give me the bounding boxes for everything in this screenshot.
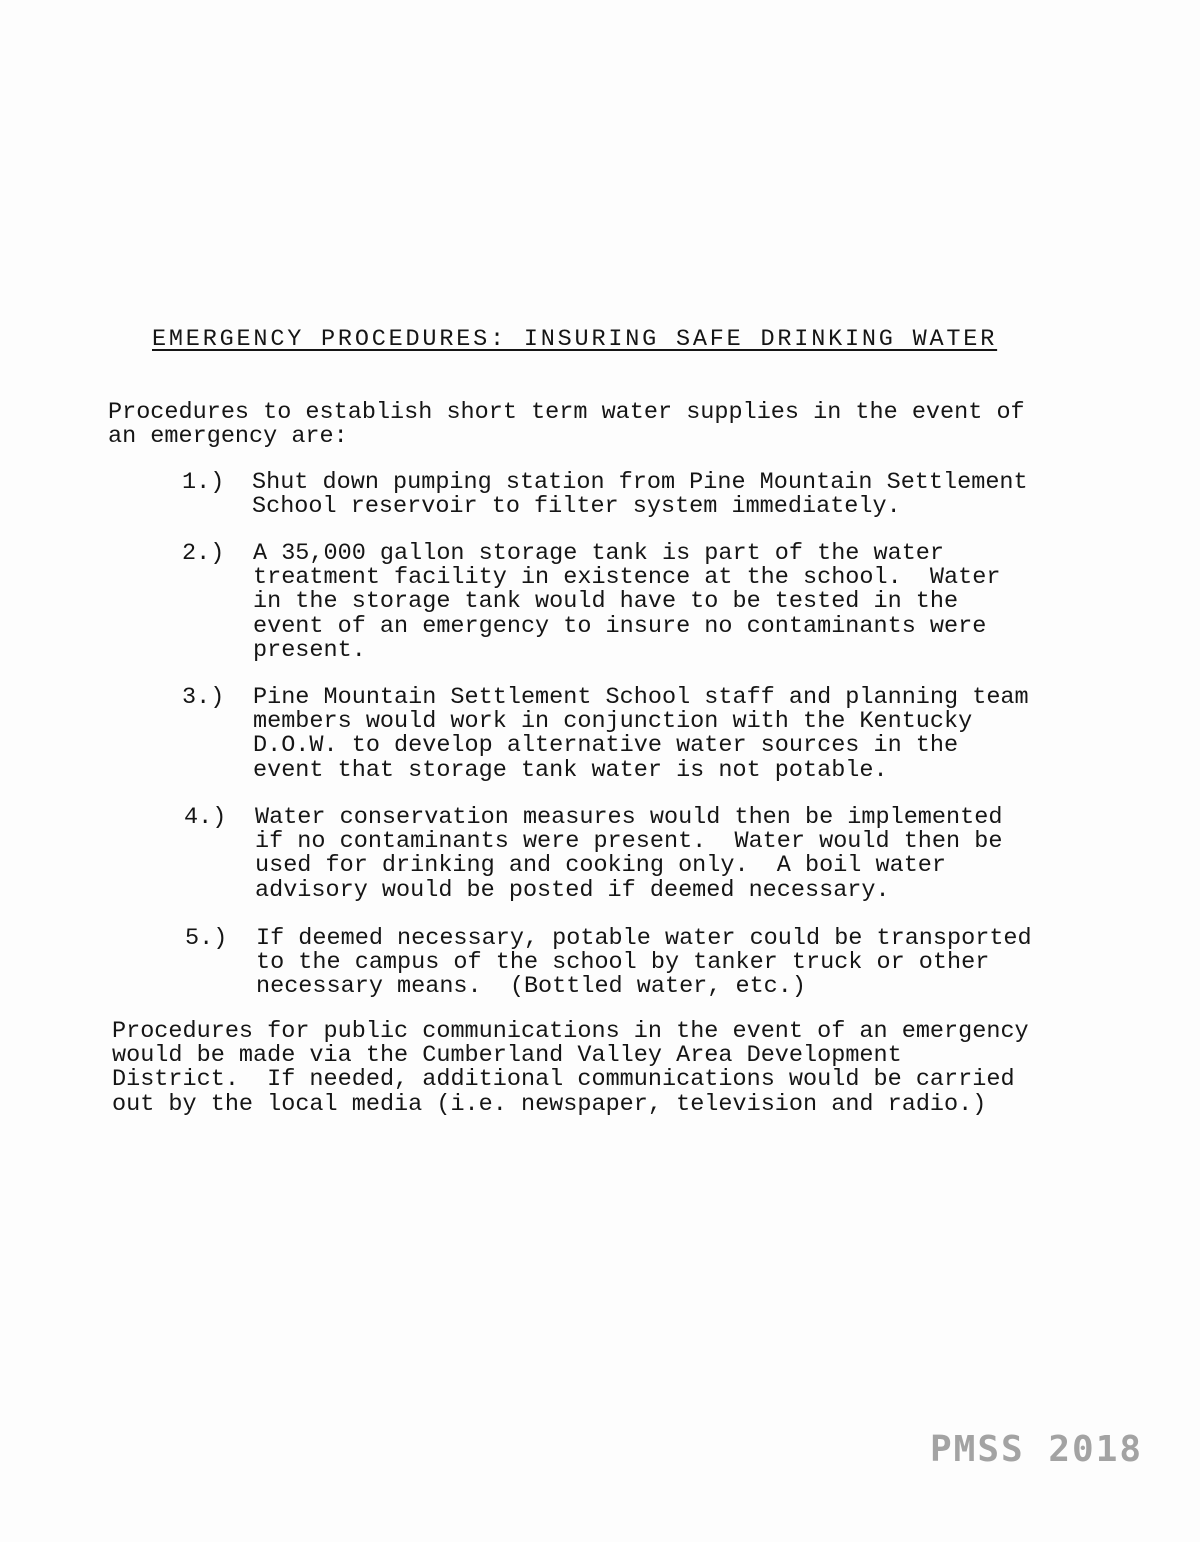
item-number: 2.) (182, 540, 225, 567)
item-number: 3.) (182, 684, 225, 711)
item-number: 5.) (185, 925, 228, 952)
text-line: to the campus of the school by tanker truck or other (256, 949, 990, 977)
text-line: if no contaminants were present. Water would then be (255, 828, 1003, 856)
text-line: used for drinking and cooking only. A boil water (255, 852, 947, 880)
text-line: Shut down pumping station from Pine Mountain Settlement (252, 469, 1028, 496)
item-number: 1.) (182, 469, 225, 496)
text-line: necessary means. (Bottled water, etc.) (256, 973, 806, 1001)
text-line: Water conservation measures would then be implemented (255, 804, 1003, 831)
document-title: EMERGENCY PROCEDURES: INSURING SAFE DRINKING WATER (152, 326, 998, 353)
text-line: advisory would be posted if deemed necessary. (255, 876, 890, 904)
watermark: PMSS 2018 (930, 1429, 1144, 1470)
closing-paragraph (112, 1020, 1029, 1117)
text-line: District. If needed, additional communications would be carried (112, 1066, 1015, 1094)
text-line: present. (253, 636, 366, 664)
text-line: in the storage tank would have to be tested in the (253, 588, 959, 616)
text-line: Pine Mountain Settlement School staff and planning team (253, 684, 1029, 711)
text-line: members would work in conjunction with the Kentucky (253, 708, 973, 736)
intro-paragraph (108, 401, 1025, 449)
text-line: Procedures to establish short term water supplies in the event of (108, 399, 1025, 426)
text-line: A 35,000 gallon storage tank is part of the water (253, 540, 945, 567)
item-number: 4.) (184, 804, 227, 831)
text-line: would be made via the Cumberland Valley Area Development (112, 1042, 902, 1070)
text-line: D.O.W. to develop alternative water sources in the (253, 732, 959, 760)
text-line: School reservoir to filter system immediately. (252, 493, 901, 521)
text-line: event of an emergency to insure no contaminants were (253, 612, 987, 640)
text-line: out by the local media (i.e. newspaper, television and radio.) (112, 1090, 987, 1118)
text-line: If deemed necessary, potable water could be transported (256, 925, 1032, 952)
text-line: event that storage tank water is not potable. (253, 756, 888, 784)
text-line: an emergency are: (108, 423, 348, 451)
text-line: Procedures for public communications in the event of an emergency (112, 1018, 1029, 1045)
text-line: treatment facility in existence at the school. Water (253, 564, 1001, 592)
